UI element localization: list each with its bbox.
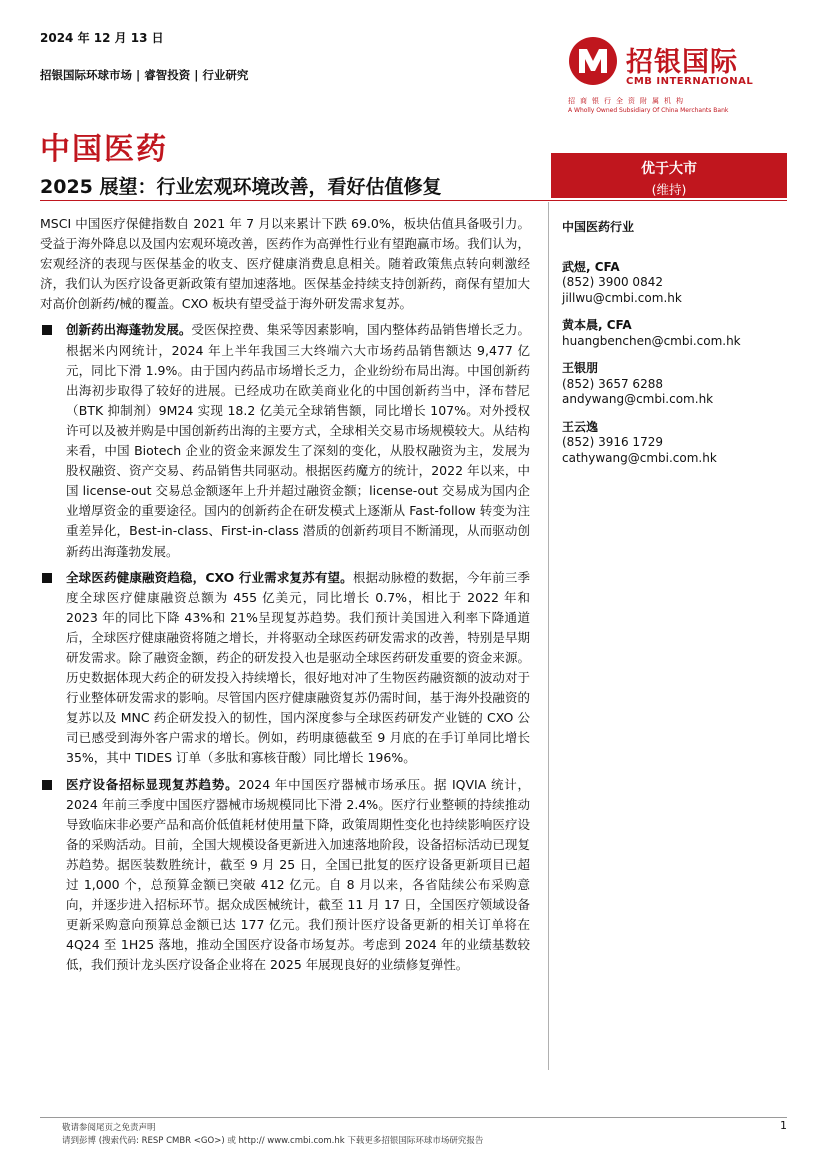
rating-label: 优于大市 [641,161,697,177]
sidebar-industry: 中国医药行业 [562,220,635,234]
page-number: 1 [780,1119,787,1132]
analyst-phone: (852) 3916 1729 [562,435,663,449]
report-title: 2025 展望：行业宏观环境改善，看好估值修复 [40,176,442,198]
analyst-name: 王云逸 [562,419,599,434]
bullet-lead: 创新药出海蓬勃发展。 [66,322,192,338]
bullet-lead: 医疗设备招标显现复苏趋势。 [66,776,239,792]
logo-tagline-cn: 招商银行全资附属机构 [568,97,688,105]
bullet-paragraph [40,320,530,561]
bullet-paragraph [40,775,530,976]
square-bullet-icon [42,325,52,335]
bullet-text: 2024 年中国医疗器械市场承压。据 IQVIA 统计，2024 年前三季度中国医疗器械市场规模同比下滑 2.4%。医疗行业整顿的持续推动导致临床非必要产品和高价低值耗材使用量下降，政策周期性变化也持续影响医疗设备的采购活动。目前，全国大规模设备更新进入加速落地阶段，设备招标活动已现复苏趋势。据医装数胜统计，截至 9 月 25 日，全国已批复的医疗设备更新项目已超过 1,000 个，总预算金额已突破 412 亿元。自 8 月以来，各省陆续公布采购意向，并逐步进入招标环节。据众成医械统计，截至 11 月 17 日，全国医疗领域设备更新采购意向预算总金额已达 177 亿元。我们预计医疗设备更新的相关订单将在 4Q24 至 1H25 落地，推动全国医疗设备市场复苏。考虑到 2024 年的业绩基数较低，我们预计龙头医疗设备企业将在 2025 年展现良好的业绩修复弹性。 [66,776,530,973]
report-series: 招银国际环球市场 | 睿智投资 | 行业研究 [40,68,249,82]
bullet-lead: 全球医药健康融资趋稳，CXO 行业需求复苏有望。 [66,569,353,585]
footer-divider [40,1117,787,1118]
cmbi-logo [568,28,800,120]
rating-badge [551,153,787,198]
analyst-name: 王银朋 [562,361,599,375]
report-date: 2024 年 12 月 13 日 [40,31,164,45]
analyst-card [562,318,788,349]
square-bullet-icon [42,573,52,583]
bullet-text: 受医保控费、集采等因素影响，国内整体药品销售增长乏力。根据米内网统计，2024 年上半年我国三大终端六大市场药品销售额达 9,477 亿元，同比下滑 1.9%。由于国内药品市场增长乏力，企业纷纷布局出海。中国创新药出海初步取得了较好的进展。已经成功在欧美商业化的中国创新药当中，泽布替尼（BTK 抑制剂）9M24 实现 18.2 亿美元全球销售额，同比增长 107%。对外授权许可以及被并购是中国创新药出海的主要方式，全球相关交易市场规模较大。从结构来看，中国 Biotech 企业的资金来源发生了深刻的变化，从股权融资为主，发展为股权融资、资产交易、药品销售共同驱动。根据医药魔方的统计，2022 年以来，中国 license-out 交易总金额逐年上升并超过融资金额；license-out 交易成为国内企业增厚资金的重要途径。国内的创新药企在研发模式上逐渐从 Fast-follow 转变为注重差异化，Best-in-class、First-in-class 潜质的创新药项目不断涌现，从而驱动创新药出海蓬勃发展。 [66,322,530,559]
footer-download-note: 请到彭博 (搜索代码: RESP CMBR <GO>) 或 http:// www.cmbi.com.hk 下载更多招银国际环球市场研究报告 [62,1136,484,1146]
sector-title: 中国医药 [40,132,168,167]
title-divider [40,200,787,201]
analyst-card [562,420,788,467]
rating-note: (维持) [651,182,687,197]
analyst-card [562,361,788,408]
analyst-card [562,260,788,307]
sidebar [562,220,788,478]
cmbi-logo-mark-icon [568,36,618,86]
analyst-email[interactable]: huangbenchen@cmbi.com.hk [562,333,741,348]
analyst-email[interactable]: cathywang@cmbi.com.hk [562,450,717,465]
analyst-phone: (852) 3900 0842 [562,275,663,289]
bullet-paragraph [40,568,530,769]
analyst-phone: (852) 3657 6288 [562,376,663,391]
bullet-text: 根据动脉橙的数据，今年前三季度全球医疗健康融资总额为 455 亿美元，同比增长 0.7%，相比于 2022 年和 2023 年的同比下降 43%和 21%呈现复苏趋势。我们预计美国进入利率下降通道后，全球医疗健康融资将随之增长，并将驱动全球医药研发需求的改善，特别是早期研发需求。除了融资金额，药企的研发投入也是驱动全球医药研发重要的资金来源。历史数据体现大药企的研发投入持续增长，很好地对冲了生物医药融资额的波动对于行业整体研发需求的影响。尽管国内医疗健康融资复苏仍需时间，基于海外投融资的复苏以及 MNC 药企研发投入的韧性，国内深度参与全球医药研发产业链的 CXO 公司已感受到海外客户需求的增长。例如，药明康德截至 9 月底的在手订单同比增长 35%，其中 TIDES 订单（多肽和寡核苷酸）同比增长 196%。 [66,569,530,766]
analyst-email[interactable]: jillwu@cmbi.com.hk [562,290,682,305]
square-bullet-icon [42,780,52,790]
footer-disclaimer[interactable]: 敬请参阅尾页之免责声明 [62,1123,156,1133]
analyst-name: 黄本晨, CFA [562,318,632,332]
logo-name-en: CMB INTERNATIONAL [626,76,754,87]
analyst-name: 武煜, CFA [562,259,620,274]
report-body [40,214,530,975]
logo-tagline-en: A Wholly Owned Subsidiary Of China Merchants Bank [568,107,729,114]
logo-name-cn: 招银国际 [626,47,738,78]
analyst-email[interactable]: andywang@cmbi.com.hk [562,392,714,406]
column-divider [548,202,549,1070]
intro-paragraph: MSCI 中国医疗保健指数自 2021 年 7 月以来累计下跌 69.0%，板块估值具备吸引力。受益于海外降息以及国内宏观环境改善，医药作为高弹性行业有望跑赢市场。我们认为，宏观经济的表现与医保基金的收支、医疗健康消费息息相关。随着政策焦点转向刺激经济，我们认为医疗设备更新政策有望加速落地。医保基金持续支持创新药，商保有望加大对高价创新药/械的覆盖。CXO 板块有望受益于海外研发需求复苏。 [40,216,530,312]
